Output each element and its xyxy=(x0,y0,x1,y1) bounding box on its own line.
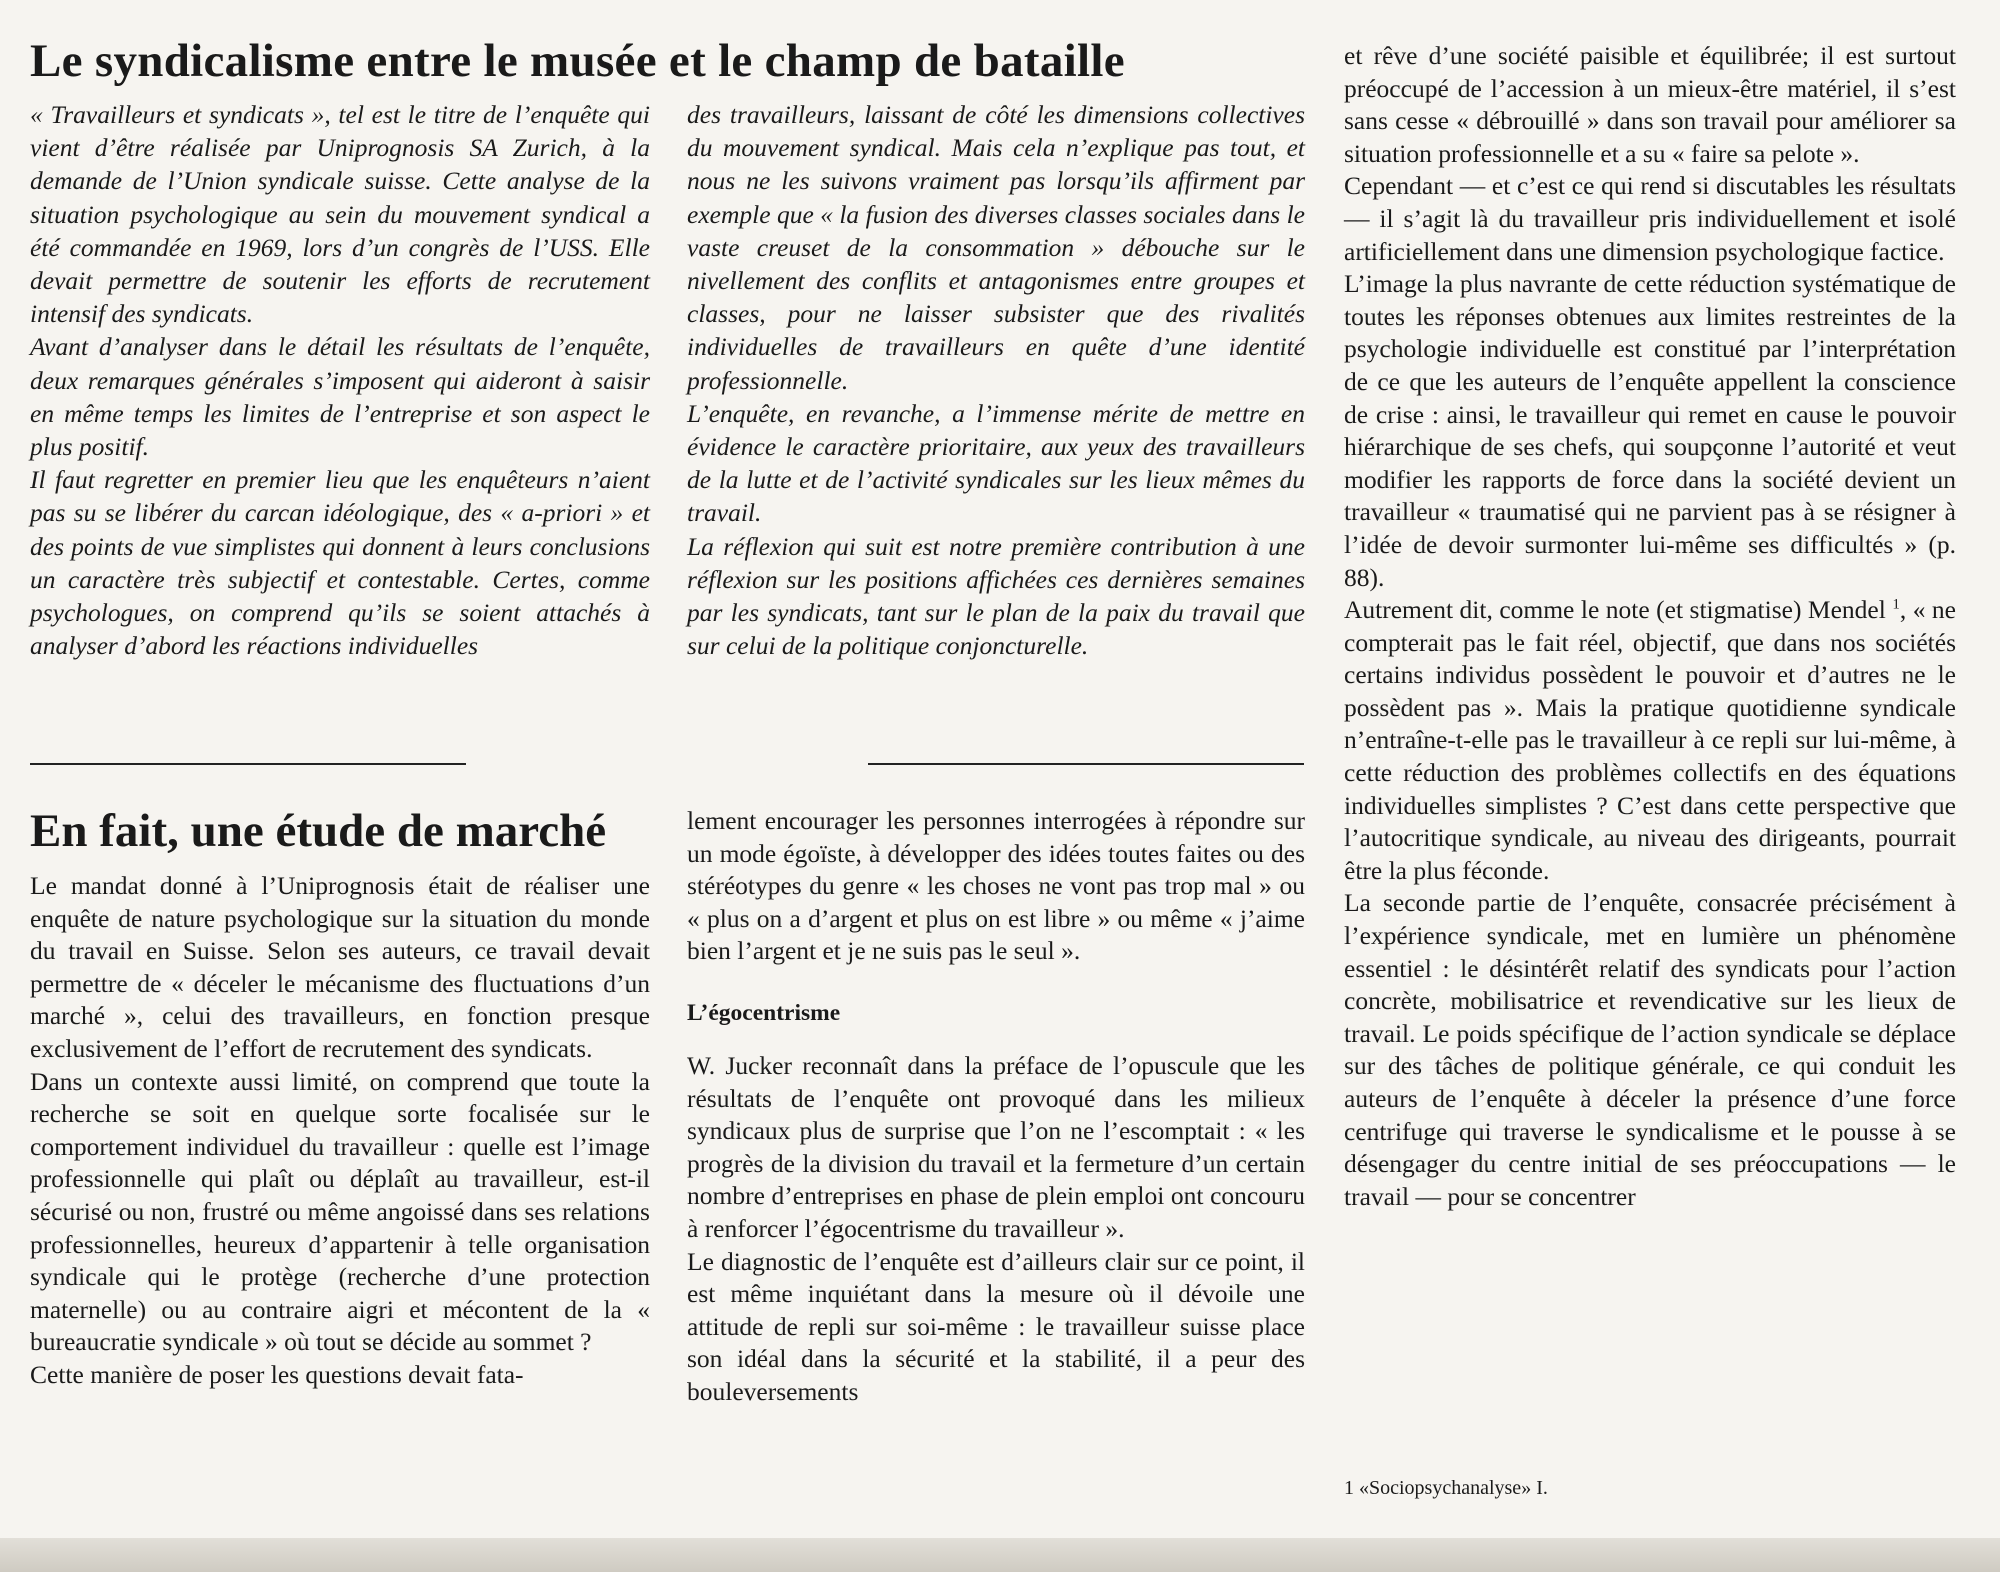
intro-paragraph: Avant d’analyser dans le détail les résultats de l’enquête, deux remarques générales s’imposent qui aideront à saisir en même temps les limites de l’entreprise et son aspect le plus positif. xyxy=(30,332,650,462)
intro-paragraph: « Travailleurs et syndicats », tel est le titre de l’enquête qui vient d’être réalisée par Uniprognosis SA Zurich, à la demande de l’Union syndicale suisse. Cette analyse de la situation psychologique au sein du mouvement syndical a été commandée en 1969, lors d’un congrès de l’USS. Elle devait permettre de soutenir les efforts de recrutement intensif des syndicats. xyxy=(30,100,650,329)
body-paragraph: Cependant — et c’est ce qui rend si discutables les résultats — il s’agit là du travailleur pris individuellement et isolé artificiellement dans une dimension psychologique factice. xyxy=(1344,171,1956,266)
intro-column-2 xyxy=(687,98,1305,662)
footnote-reference: 1 xyxy=(1892,596,1900,613)
body-paragraph: W. Jucker reconnaît dans la préface de l’opuscule que les résultats de l’enquête ont provoqué dans les milieux syndicaux plus de surprise que l’on ne l’escomptait : « les progrès de la division du travail et la fermeture d’un certain nombre d’entreprises en phase de plein emploi ont concouru à renforcer l’égocentrisme du travailleur ». xyxy=(687,1050,1305,1243)
intro-paragraph: L’enquête, en revanche, a l’immense mérite de mettre en évidence le caractère prioritaire, aux yeux des travailleurs de la lutte et de l’activité syndicales sur les lieux mêmes du travail. xyxy=(687,398,1305,528)
intro-paragraph: Il faut regretter en premier lieu que les enquêteurs n’aient pas su se libérer du carcan idéologique, des « a-priori » et des points de vue simplistes qui donnent à leurs conclusions un caractère très subjectif et contestable. Certes, comme psychologues, on comprend qu’ils se soient attachés à analyser d’abord les réactions individuelles xyxy=(30,465,650,661)
paragraph-text: Autrement dit, comme le note (et stigmatise) Mendel xyxy=(1344,595,1886,625)
body-paragraph: lement encourager les personnes interrogées à répondre sur un mode égoïste, à développer des idées toutes faites ou des stéréotypes du genre « les choses ne vont pas trop mal » ou « plus on a d’argent et plus on est libre » ou même « j’aime bien l’argent et je ne suis pas le seul ». xyxy=(687,806,1305,966)
body-column-3 xyxy=(1344,40,1956,1213)
body-column-2 xyxy=(687,805,1305,1409)
body-paragraph: L’image la plus navrante de cette réduction systématique de toutes les réponses obtenues aux limites restreintes de la psychologie individuelle est constitué par l’interprétation de ce que les auteurs de l’enquête appellent la conscience de crise : ainsi, le travailleur qui remet en cause le pouvoir hiérarchique de ses chefs, qui soupçonne l’autorité et veut modifier les rapports de force dans la société devient un travailleur « traumatisé qui ne parvient pas à se résigner à l’idée de devoir surmonter lui-même ses difficultés » (p. 88). xyxy=(1344,269,1956,592)
paragraph-text: , « ne compterait pas le fait réel, objectif, que dans nos sociétés certains individus possèdent le pouvoir et d’autres ne le possèdent pas ». Mais la pratique quotidienne syndicale n’entraîne-t-elle pas le travailleur à ce repli sur lui-même, à cette réduction des problèmes collectifs en des équations individuelles simplistes ? C’est dans cette perspective que l’autocritique syndicale, au niveau des dirigeants, pourrait être la plus féconde. xyxy=(1344,595,1956,885)
divider-right xyxy=(868,763,1304,765)
intro-paragraph: des travailleurs, laissant de côté les dimensions collectives du mouvement syndical. Mais cela n’explique pas tout, et nous ne les suivons vraiment pas lorsqu’ils affirment par exemple que « la fusion des diverses classes sociales dans le vaste creuset de la consommation » débouche sur le nivellement des conflits et antagonismes entre groupes et classes, pour ne laisser subsister que des rivalités individuelles de travailleurs en quête d’une identité professionnelle. xyxy=(687,100,1305,395)
body-column-1 xyxy=(30,870,650,1392)
divider-left xyxy=(30,763,466,765)
body-paragraph: Dans un contexte aussi limité, on comprend que toute la recherche se soit en quelque sorte focalisée sur le comportement individuel du travailleur : quelle est l’image professionnelle qui plaît ou déplaît au travailleur, est-il sécurisé ou non, frustré ou même angoissé dans ses relations professionnelles, heureux d’appartenir à telle organisation syndicale qui le protège (recherche d’une protection maternelle) ou au contraire aigri et mécontent de la « bureaucratie syndicale » où tout se décide au sommet ? xyxy=(30,1066,650,1357)
section-title: En fait, une étude de marché xyxy=(30,805,607,857)
intro-paragraph: La réflexion qui suit est notre première contribution à une réflexion sur les positions affichées ces dernières semaines par les syndicats, tant sur le plan de la paix du travail que sur celui de la politique conjoncturelle. xyxy=(687,531,1305,661)
body-paragraph: Cette manière de poser les questions devait fata- xyxy=(30,1359,524,1389)
body-paragraph xyxy=(1344,594,1956,887)
section-heading: L’égocentrisme xyxy=(687,999,841,1026)
body-paragraph: Le diagnostic de l’enquête est d’ailleurs clair sur ce point, il est même inquiétant dans la mesure où il dévoile une attitude de repli sur soi-même : le travailleur suisse place son idéal dans la sécurité et la stabilité, il a peur des bouleversements xyxy=(687,1246,1305,1406)
body-paragraph: Le mandat donné à l’Uniprognosis était de réaliser une enquête de nature psychologique sur la situation du monde du travail en Suisse. Selon ses auteurs, ce travail devait permettre de « déceler le mécanisme des fluctuations d’un marché », celui des travailleurs, en fonction presque exclusivement de l’effort de recrutement des syndicats. xyxy=(30,871,650,1063)
intro-column-1 xyxy=(30,98,650,662)
article-title: Le syndicalisme entre le musée et le champ de bataille xyxy=(30,35,1125,87)
body-paragraph: et rêve d’une société paisible et équilibrée; il est surtout préoccupé de l’accession à un mieux-être matériel, il s’est sans cesse « débrouillé » dans son travail pour améliorer sa situation professionnelle et a su « faire sa pelote ». xyxy=(1344,41,1956,168)
body-paragraph: La seconde partie de l’enquête, consacrée précisément à l’expérience syndicale, met en lumière un phénomène essentiel : le désintérêt relatif des syndicats pour l’action concrète, mobilisatrice et revendicative sur les lieux de travail. Le poids spécifique de l’action syndicale se déplace sur des tâches de politique générale, ce qui conduit les auteurs de l’enquête à déceler la présence d’une force centrifuge qui traverse le syndicalisme et le pousse à se désengager du centre initial de ses préoccupations — le travail — pour se concentrer xyxy=(1344,888,1956,1211)
page-edge xyxy=(0,1538,2000,1572)
footnote: 1 «Sociopsychanalyse» I. xyxy=(1344,1477,1548,1499)
